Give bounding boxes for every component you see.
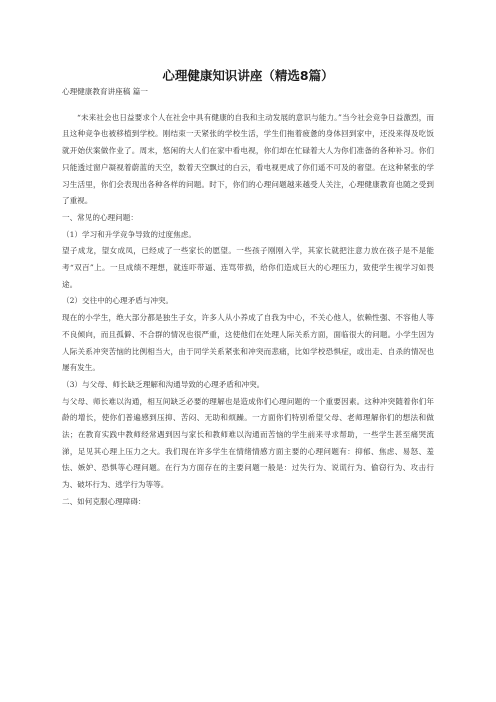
paragraph-interpersonal: 现在的小学生，绝大部分都是独生子女，许多人从小养成了自我为中心，不关心他人，依赖性强、不容他人等不良倾向，而且孤僻、不合群的情况也很严重，这使他们在处理人际关系方面，面临很大的问题。小学生因为人际关系冲突苦恼的比例相当大，由于同学关系紧张和冲突而悲痛，比如学校恐惧症，或出走、自杀的情况也屡有发生。 — [62, 313, 434, 373]
subheading-anxiety: （1）学习和升学竞争导致的过度焦虑。 — [62, 229, 196, 239]
page-title: 心理健康知识讲座（精选8篇） — [162, 68, 334, 83]
paragraph-communication: 与父母、师长难以沟通，相互间缺乏必要的理解也是造成你们心理问题的一个重要因素。这种冲突随着你们年龄的增长，使你们普遍感到压抑、苦闷、无助和烦躁。一方面你们特别希望父母、老师理解你们的想法和做法；在教育实践中教师经常遇到因与家长和教师难以沟通而苦恼的学生前来寻求帮助，一些学生甚至痛哭流涕，足见其心理上压力之大。我们现在许多学生在情绪情感方面主要的心理问题有：抑郁、焦虑、易怒、羞怯、嫉妒、恐惧等心理问题。在行为方面存在的主要问题一般是：过失行为、说谎行为、偷窃行为、攻击行为、破坏行为、逃学行为等等。 — [62, 396, 434, 490]
heading-overcome: 二、如何克服心理障碍： — [62, 496, 146, 506]
subheading-communication: （3）与父母、师长缺乏理解和沟通导致的心理矛盾和冲突。 — [62, 379, 265, 389]
paragraph-intro: “未来社会也日益要求个人在社会中具有健康的自我和主动发展的意识与能力。”当今社会竞争日益激烈，而且这种竞争也被移植到学校。刚结束一天紧张的学校生活，学生们拖着疲惫的身体回到家中，还没来得及吃饭就开始伏案做作业了。周末，悠闲的大人们在家中看电视，你们却在忙碌着大人为你们准备的各种补习。你们只能透过窗户凝视着蔚蓝的天空，数着天空飘过的白云，看电视更成了你们遥不可及的奢望。在这种紧张的学习生活里，你们会表现出各种各样的问题。时下，你们的心理问题越来越受人关注，心理健康教育也随之受到了重视。 — [62, 112, 434, 206]
subheading-interpersonal: （2）交往中的心理矛盾与冲突。 — [62, 296, 174, 306]
section-subtitle: 心理健康教育讲座稿 篇一 — [62, 87, 148, 96]
document-body — [62, 84, 434, 511]
paragraph-anxiety: 望子成龙，望女成凤，已经成了一些家长的愿望。一些孩子刚刚入学，其家长就把注意力放在孩子是不是能考“双百”上。一旦成绩不理想，就连吓带逼、连骂带损，给你们造成巨大的心理压力，致使学生视学习如畏途。 — [62, 246, 434, 289]
heading-common-problems: 一、常见的心理问题： — [62, 212, 138, 222]
